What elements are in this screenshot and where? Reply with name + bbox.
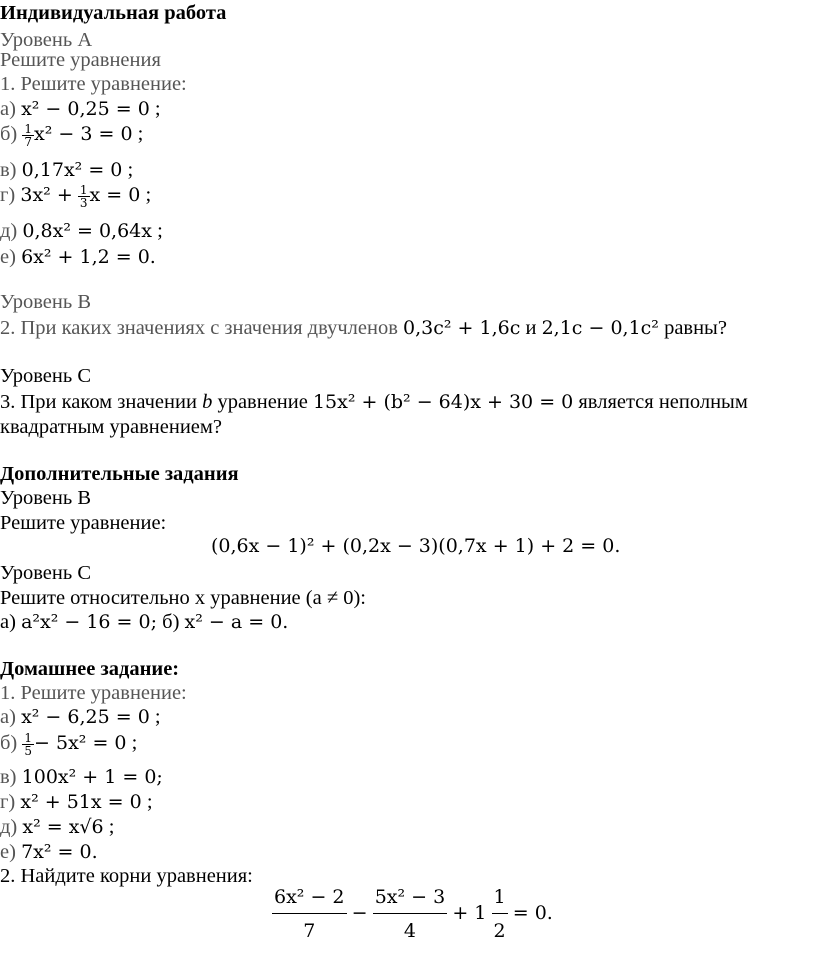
level-b-heading: Уровень В xyxy=(0,291,91,313)
item-label: г) xyxy=(0,184,16,207)
item-end: ; xyxy=(154,706,161,728)
equation: x² − 6,25 = 0 xyxy=(21,706,150,728)
extra-solve-rel: Решите относительно х уравнение (a ≠ 0): xyxy=(0,587,366,609)
item-label: б) xyxy=(0,732,18,755)
item-end: ; xyxy=(108,816,115,838)
equation: a²x² − 16 = 0; xyxy=(21,611,158,633)
level-c-task-cont: квадратным уравнением? xyxy=(0,416,222,438)
task-text: 3. При каком значении xyxy=(0,391,197,413)
task-text: 2. При каких значениях с значения двучленов xyxy=(0,317,398,339)
item-end: ; xyxy=(154,98,161,120)
level-a-item-b xyxy=(0,123,143,148)
item-label: в) xyxy=(0,159,17,181)
task-text-end: равны? xyxy=(664,317,727,339)
level-c-task xyxy=(0,392,748,413)
homework-item-v xyxy=(0,767,163,788)
item-label: б) xyxy=(0,123,18,146)
homework-title: Домашнее задание: xyxy=(0,658,180,680)
homework-task1: 1. Решите уравнение: xyxy=(0,682,187,704)
extra-equation: (0,6x − 1)² + (0,2x − 3)(0,7x + 1) + 2 = 0. xyxy=(211,535,621,557)
item-end: ; xyxy=(137,123,144,146)
equation: 6x² + 1,2 = 0. xyxy=(21,246,156,268)
equation: x = 0 xyxy=(89,184,141,207)
level-a-task1: 1. Решите уравнение: xyxy=(0,73,187,95)
homework-item-a xyxy=(0,707,161,728)
equation: 15x² + (b² − 64)x + 30 = 0 xyxy=(312,391,574,413)
fraction-3: $\frac{1}{2}$ xyxy=(493,886,506,942)
level-a-item-d xyxy=(0,221,163,242)
level-a-subtitle: Решите уравнения xyxy=(0,49,161,71)
extra-title: Дополнительные задания xyxy=(0,463,239,485)
fraction-1: $\frac{\text{6x² − 2}}{7}$ xyxy=(274,886,345,942)
task-text: уравнение xyxy=(217,391,308,413)
item-end: ; xyxy=(127,159,134,181)
equation-prefix: 3x² + xyxy=(20,184,73,207)
homework-item-b xyxy=(0,732,137,757)
fraction: $\frac{1}{3}$ xyxy=(79,183,88,210)
equation: − 5x² = 0 xyxy=(34,732,127,755)
item-end: ; xyxy=(145,184,152,207)
level-a-item-e xyxy=(0,247,156,268)
task-text: является неполным xyxy=(578,391,748,413)
equation: x² + 51x = 0 xyxy=(20,791,142,813)
equation: 0,17x² = 0 xyxy=(21,159,123,181)
item-end: ; xyxy=(157,220,163,242)
item-label: д) xyxy=(0,220,18,242)
page-title: Индивидуальная работа xyxy=(0,2,227,24)
expression-1: 0,3c² + 1,6c xyxy=(403,317,521,339)
conjunction: и xyxy=(525,317,537,339)
homework-item-d xyxy=(0,817,114,838)
level-a-heading: Уровень А xyxy=(0,29,93,51)
item-label: а) xyxy=(0,706,16,728)
homework-task2: 2. Найдите корни уравнения: xyxy=(0,865,253,887)
level-b-task xyxy=(0,318,727,339)
item-label: д) xyxy=(0,816,18,838)
fraction: $\frac{1}{7}$ xyxy=(24,122,33,149)
variable: b xyxy=(202,391,213,413)
item-label: е) xyxy=(0,246,16,268)
extra-solve: Решите уравнение: xyxy=(0,512,167,534)
homework-item-e xyxy=(0,842,98,863)
minus-sign: − xyxy=(351,902,368,925)
item-label: г) xyxy=(0,791,16,813)
item-label: в) xyxy=(0,766,17,788)
extra-c-equations xyxy=(0,612,288,633)
equation: 100x² + 1 = 0; xyxy=(21,766,163,788)
extra-level-c-heading: Уровень С xyxy=(0,562,91,584)
equation-tail: = 0. xyxy=(512,902,553,925)
item-label: а) xyxy=(0,611,16,633)
equation: 7x² = 0. xyxy=(21,841,98,863)
equation: 0,8x² = 0,64x xyxy=(22,220,152,242)
final-equation xyxy=(272,888,553,941)
equation: x² − 3 = 0 xyxy=(34,123,133,146)
item-label: б) xyxy=(162,611,180,633)
extra-level-b-heading: Уровень В xyxy=(0,487,91,509)
level-a-item-g xyxy=(0,184,151,209)
fraction: $\frac{1}{5}$ xyxy=(24,731,33,758)
equation: x² − a = 0. xyxy=(184,611,289,633)
level-c-heading: Уровень С xyxy=(0,365,91,387)
expression-2: 2,1c − 0,1c² xyxy=(541,317,659,339)
item-end: ; xyxy=(146,791,153,813)
level-a-item-v xyxy=(0,160,133,181)
item-label: е) xyxy=(0,841,16,863)
item-end: ; xyxy=(131,732,138,755)
equation: x² = x√6 xyxy=(22,816,104,838)
homework-item-g xyxy=(0,792,153,813)
equation: x² − 0,25 = 0 xyxy=(21,98,150,120)
mixed-whole: + 1 xyxy=(452,902,487,925)
level-a-item-a xyxy=(0,99,161,120)
fraction-2: $\frac{\text{5x² − 3}}{4}$ xyxy=(374,886,446,942)
item-label: а) xyxy=(0,98,16,120)
